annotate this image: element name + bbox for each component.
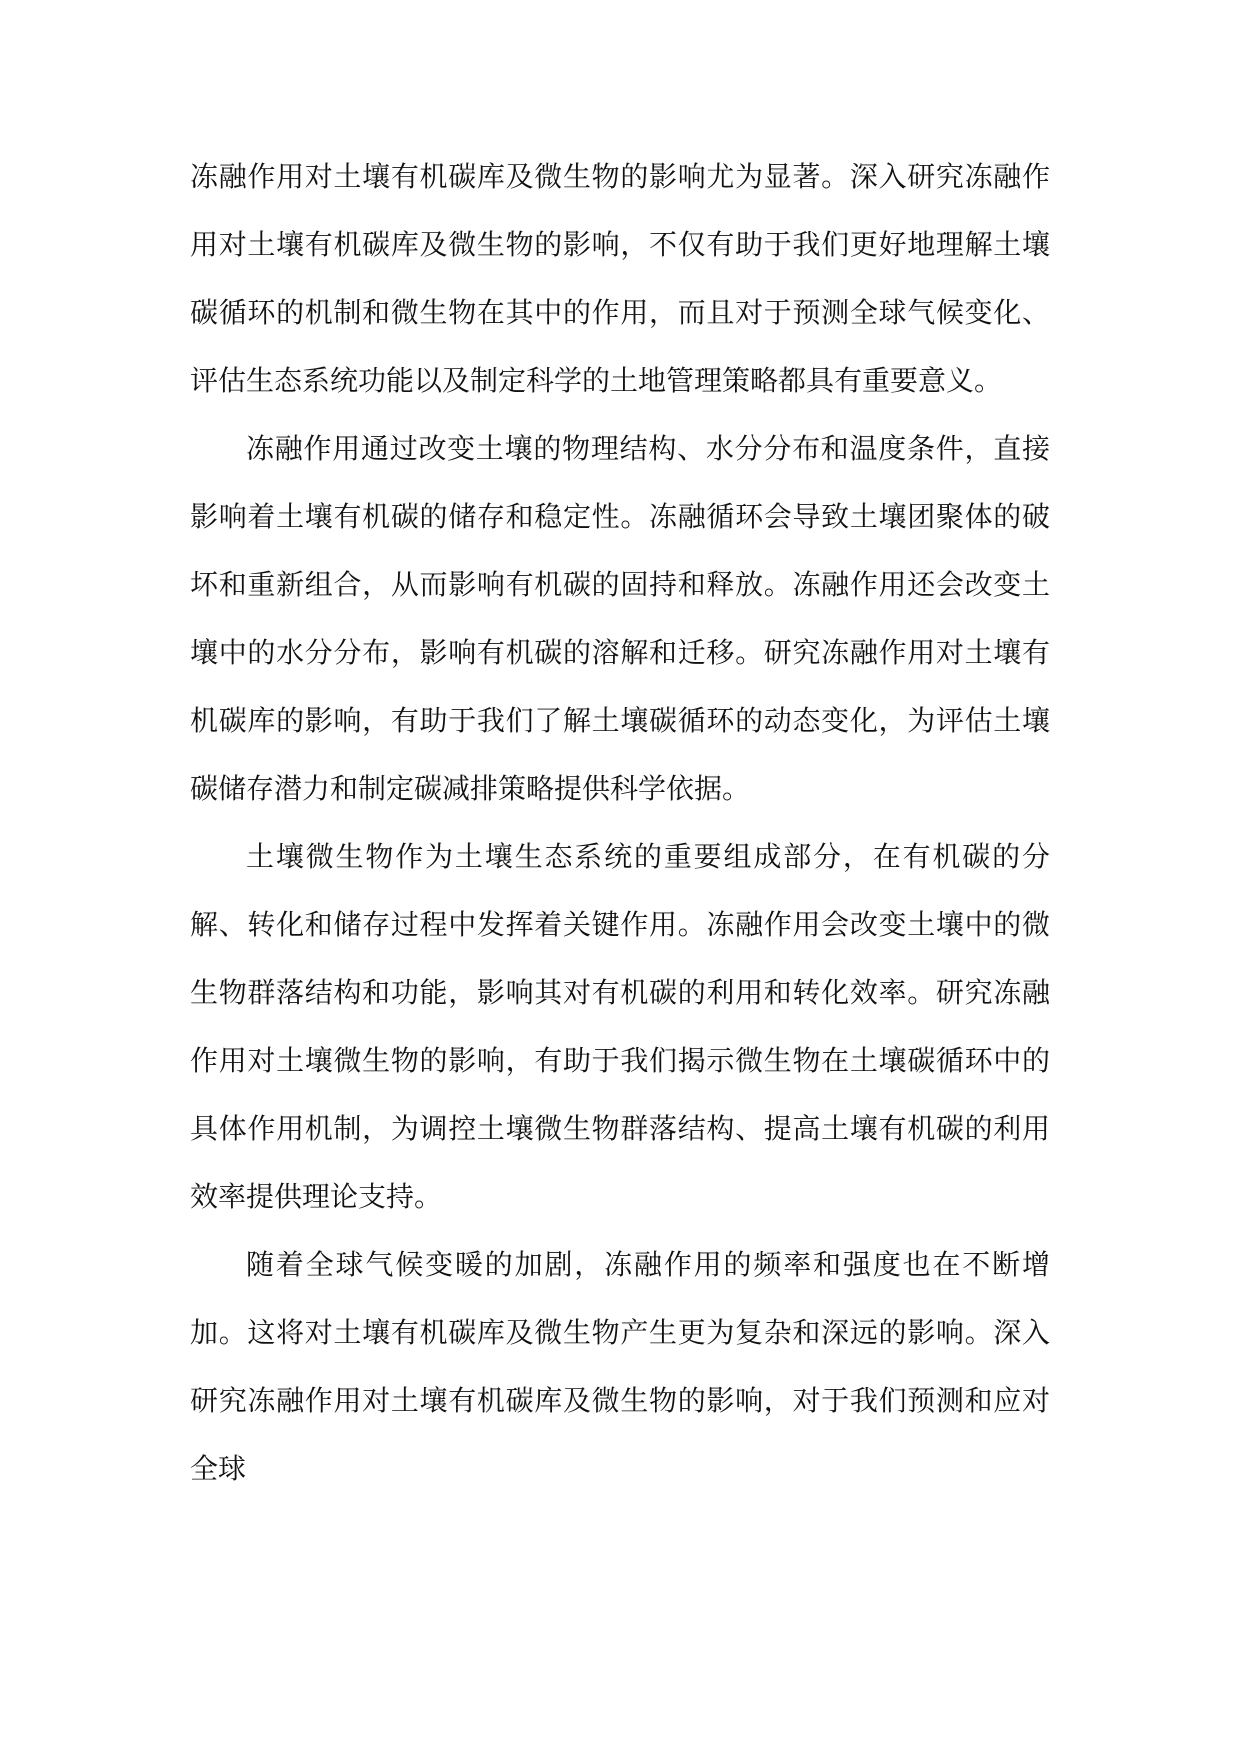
document-body bbox=[190, 143, 1050, 1503]
paragraph-1: 冻融作用对土壤有机碳库及微生物的影响尤为显著。深入研究冻融作用对土壤有机碳库及微生物的影响，不仅有助于我们更好地理解土壤碳循环的机制和微生物在其中的作用，而且对于预测全球气候变化、评估生态系统功能以及制定科学的土地管理策略都具有重要意义。 bbox=[190, 160, 1050, 397]
paragraph-4: 随着全球气候变暖的加剧，冻融作用的频率和强度也在不断增加。这将对土壤有机碳库及微生物产生更为复杂和深远的影响。深入研究冻融作用对土壤有机碳库及微生物的影响，对于我们预测和应对全球 bbox=[190, 1248, 1050, 1485]
paragraph-3: 土壤微生物作为土壤生态系统的重要组成部分，在有机碳的分解、转化和储存过程中发挥着关键作用。冻融作用会改变土壤中的微生物群落结构和功能，影响其对有机碳的利用和转化效率。研究冻融作用对土壤微生物的影响，有助于我们揭示微生物在土壤碳循环中的具体作用机制，为调控土壤微生物群落结构、提高土壤有机碳的利用效率提供理论支持。 bbox=[190, 840, 1050, 1213]
paragraph-2: 冻融作用通过改变土壤的物理结构、水分分布和温度条件，直接影响着土壤有机碳的储存和稳定性。冻融循环会导致土壤团聚体的破坏和重新组合，从而影响有机碳的固持和释放。冻融作用还会改变土壤中的水分分布，影响有机碳的溶解和迁移。研究冻融作用对土壤有机碳库的影响，有助于我们了解土壤碳循环的动态变化，为评估土壤碳储存潜力和制定碳减排策略提供科学依据。 bbox=[190, 432, 1050, 805]
